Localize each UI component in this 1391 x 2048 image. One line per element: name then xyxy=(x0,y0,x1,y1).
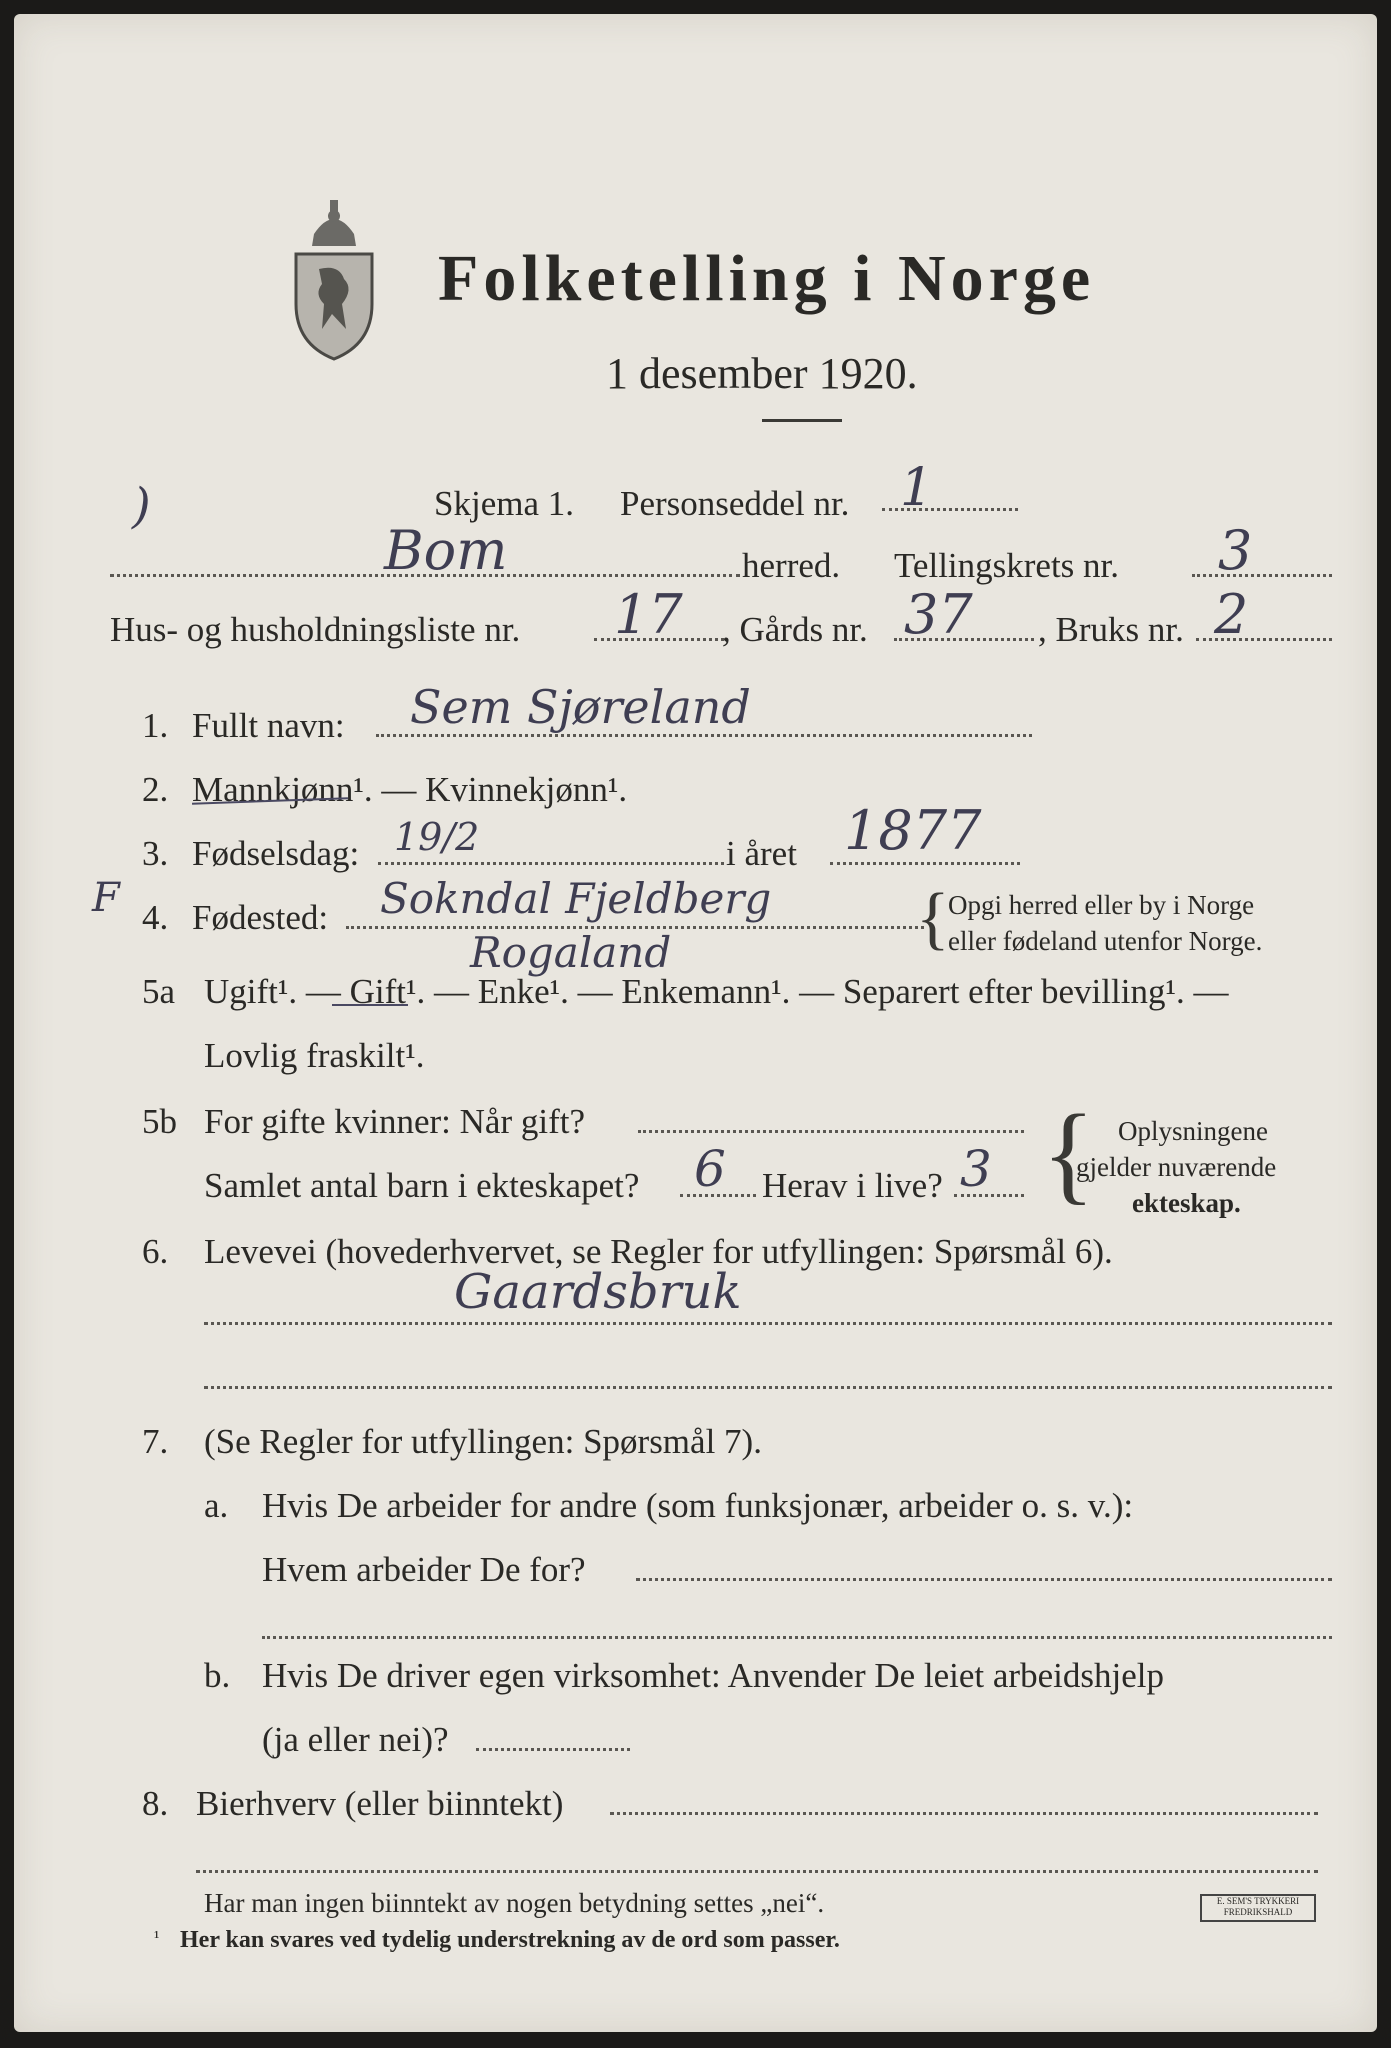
footnote: Her kan svares ved tydelig understrekning av de ord som passer. xyxy=(180,1927,840,1953)
q7b-field-line xyxy=(476,1748,630,1751)
q3-value[interactable]: 19/2 xyxy=(394,815,480,859)
q4-note-1: Opgi herred eller by i Norge xyxy=(948,890,1255,920)
title-divider xyxy=(762,419,842,422)
tellingskrets-value[interactable]: 3 xyxy=(1218,519,1253,582)
q4-brace: { xyxy=(916,880,950,957)
q8-number: 8. xyxy=(142,1784,169,1823)
q5b-number: 5b xyxy=(142,1102,177,1141)
q4-label: Fødested: xyxy=(192,898,329,937)
tellingskrets-field-line xyxy=(1192,574,1332,577)
q5b-note-3: ekteskap. xyxy=(1132,1188,1241,1218)
q4-number: 4. xyxy=(142,898,169,937)
form-date: 1 desember 1920. xyxy=(606,349,918,398)
q5b-label: For gifte kvinner: Når gift? xyxy=(204,1102,586,1141)
q6-label: Levevei (hovederhvervet, se Regler for utfyllingen: Spørsmål 6). xyxy=(204,1232,1113,1271)
q4-note-2: eller fødeland utenfor Norge. xyxy=(948,926,1263,956)
q7a-field-line-2 xyxy=(262,1636,1332,1639)
q8-field-line xyxy=(610,1812,1318,1815)
personseddel-value[interactable]: 1 xyxy=(900,458,934,518)
q3-year-label: i året xyxy=(726,834,797,873)
margin-mark: ) xyxy=(132,478,151,534)
q6-field-line-2 xyxy=(204,1386,1332,1389)
q7a-label: Hvis De arbeider for andre (som funksjonær, arbeider o. s. v.): xyxy=(262,1486,1134,1525)
q5b-brace: { xyxy=(1042,1092,1095,1214)
q3-field-line xyxy=(378,862,724,865)
margin-mark: F xyxy=(92,875,120,921)
q5b-children-value[interactable]: 6 xyxy=(694,1140,726,1198)
q5b-alive-label: Herav i live? xyxy=(762,1166,943,1205)
printer-stamp xyxy=(1200,1894,1316,1922)
q2-number: 2. xyxy=(142,770,169,809)
q5a-number: 5a xyxy=(142,972,176,1011)
q7a-label-2: Hvem arbeider De for? xyxy=(262,1550,586,1589)
footnote-mark: ¹ xyxy=(154,1927,160,1947)
gards-label: , Gårds nr. xyxy=(722,610,868,649)
q1-number: 1. xyxy=(142,706,169,745)
q1-field-line xyxy=(376,734,1032,737)
q5b-married-field-line xyxy=(638,1130,1024,1133)
stamp-line-1: E. SEM'S TRYKKERI xyxy=(1216,1896,1300,1906)
census-form xyxy=(14,14,1377,2032)
hus-label: Hus- og husholdningsliste nr. xyxy=(110,610,521,649)
q3-year-field-line xyxy=(830,862,1020,865)
q7a-field-line xyxy=(636,1578,1332,1581)
q7b-number: b. xyxy=(204,1656,231,1695)
herred-label: herred. xyxy=(742,546,841,585)
herred-value[interactable]: Bom xyxy=(384,519,508,582)
hus-value[interactable]: 17 xyxy=(614,583,683,646)
q8-field-line-2 xyxy=(196,1870,1318,1873)
q3-year-value[interactable]: 1877 xyxy=(844,799,982,862)
q5b-alive-value[interactable]: 3 xyxy=(960,1140,992,1198)
stamp-line-2: FREDRIKSHALD xyxy=(1223,1907,1293,1917)
q7b-label-2: (ja eller nei)? xyxy=(262,1720,449,1759)
q8-label: Bierhverv (eller biinntekt) xyxy=(196,1784,564,1823)
q6-field-line xyxy=(204,1322,1332,1325)
q3-label: Fødselsdag: xyxy=(192,834,360,873)
q7a-number: a. xyxy=(204,1486,229,1525)
q4-value-region[interactable]: Rogaland xyxy=(470,928,672,977)
bruks-label: , Bruks nr. xyxy=(1038,610,1184,649)
skjema-label: Skjema 1. xyxy=(434,484,574,523)
q5a-label-2: Lovlig fraskilt¹. xyxy=(204,1036,425,1075)
tellingskrets-label: Tellingskrets nr. xyxy=(894,546,1120,585)
norwegian-coat-of-arms-icon xyxy=(284,194,384,364)
q1-value[interactable]: Sem Sjøreland xyxy=(410,680,751,734)
q6-number: 6. xyxy=(142,1232,169,1271)
q7b-label: Hvis De driver egen virksomhet: Anvender De leiet arbeidshjelp xyxy=(262,1656,1164,1695)
gards-value[interactable]: 37 xyxy=(904,583,973,646)
q3-number: 3. xyxy=(142,834,169,873)
q8-note: Har man ingen biinntekt av nogen betydning settes „nei“. xyxy=(204,1888,825,1918)
bruks-value[interactable]: 2 xyxy=(1214,583,1249,646)
q7-label: (Se Regler for utfyllingen: Spørsmål 7). xyxy=(204,1422,762,1461)
form-title: Folketelling i Norge xyxy=(438,242,1096,315)
personseddel-label: Personseddel nr. xyxy=(620,484,850,523)
q1-label: Fullt navn: xyxy=(192,706,345,745)
q7-number: 7. xyxy=(142,1422,169,1461)
q5b-label-2: Samlet antal barn i ekteskapet? xyxy=(204,1166,640,1205)
q5a-label: Ugift¹. — Gift¹. — Enke¹. — Enkemann¹. — Separert efter bevilling¹. — xyxy=(204,972,1229,1011)
q5b-note-2: gjelder nuværende xyxy=(1076,1152,1277,1182)
q6-value[interactable]: Gaardsbruk xyxy=(454,1264,742,1320)
q4-value[interactable]: Sokndal Fjeldberg xyxy=(380,874,772,923)
q5a-underline-mark xyxy=(332,1004,408,1006)
q5b-note-1: Oplysningene xyxy=(1118,1116,1268,1146)
q2-label: Mannkjønn¹. — Kvinnekjønn¹. xyxy=(192,770,628,809)
